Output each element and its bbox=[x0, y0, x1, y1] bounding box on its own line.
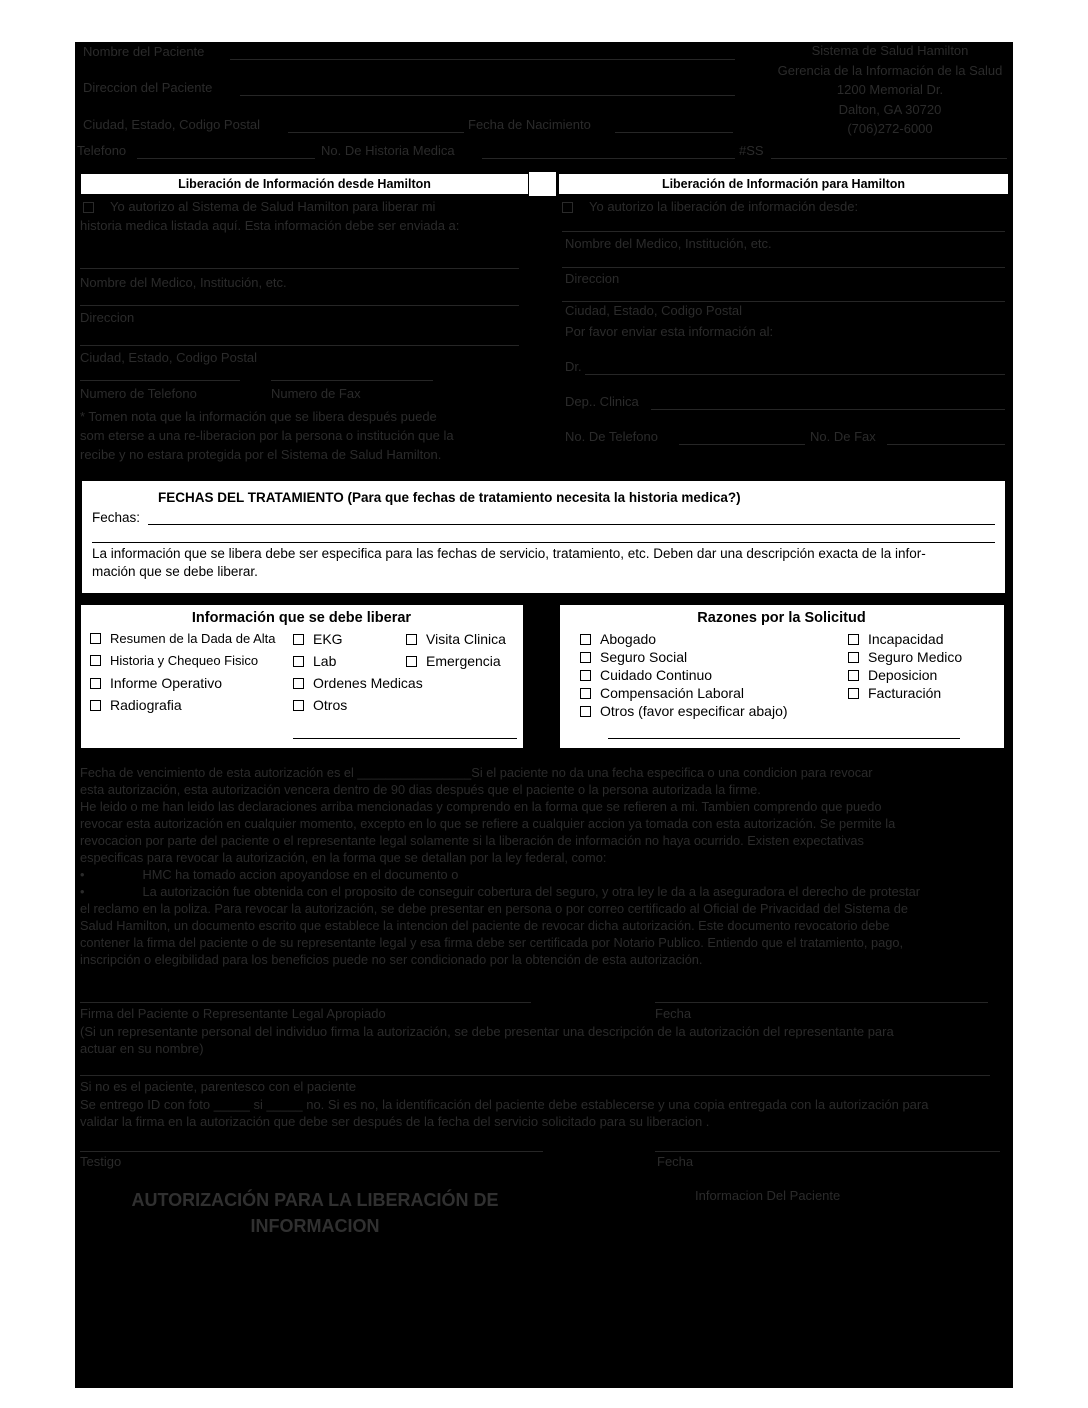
release-to-fax-label: No. De Fax bbox=[810, 429, 876, 444]
reason-billing[interactable]: Facturación bbox=[848, 685, 941, 701]
witness-label: Testigo bbox=[80, 1154, 122, 1169]
info-release-box bbox=[80, 604, 524, 749]
release-to-dept-label: Dep.. Clinica bbox=[565, 394, 639, 409]
signature-date-field[interactable] bbox=[655, 1002, 988, 1003]
patient-info-label: Informacion Del Paciente bbox=[695, 1188, 841, 1203]
witness-date-label: Fecha bbox=[657, 1154, 694, 1169]
release-from-phone-label: Numero de Telefono bbox=[80, 386, 197, 401]
org-city: Dalton, GA 30720 bbox=[838, 101, 942, 117]
reason-other-field[interactable] bbox=[608, 738, 960, 739]
reason-disability[interactable]: Incapacidad bbox=[848, 631, 944, 647]
org-dept: Gerencia de la Información de la Salud bbox=[777, 62, 1003, 78]
reasons-title: Razones por la Solicitud bbox=[697, 610, 866, 626]
reason-lawyer[interactable]: Abogado bbox=[580, 631, 656, 647]
option-emergency[interactable]: Emergencia bbox=[406, 653, 501, 669]
photo-id-note: Se entrego ID con foto _____ si _____ no. Si es no, la identificación del paciente debe establecerse y una copia entregada con la autorización para validar la firma en la autorización que debe ser después de la fecha del servicio solicitado para su liberacion . bbox=[80, 1097, 929, 1129]
release-to-fax-field[interactable] bbox=[887, 444, 1005, 445]
org-name: Sistema de Salud Hamilton bbox=[811, 43, 969, 58]
release-to-city-label: Ciudad, Estado, Codigo Postal bbox=[565, 303, 743, 318]
release-to-dr-field[interactable] bbox=[585, 374, 1005, 375]
treatment-dates-field[interactable] bbox=[148, 524, 995, 525]
dob-field[interactable] bbox=[615, 132, 733, 133]
reason-workers-comp[interactable]: Compensación Laboral bbox=[580, 685, 744, 701]
org-phone: (706)272-6000 bbox=[847, 121, 933, 136]
signature-field[interactable] bbox=[80, 1002, 531, 1003]
patient-city-label: Ciudad, Estado, Codigo Postal bbox=[83, 117, 261, 132]
info-release-title: Información que se debe liberar bbox=[191, 610, 412, 626]
release-from-address-field[interactable] bbox=[80, 305, 519, 306]
release-to-doctor-label: Nombre del Medico, Institución, etc. bbox=[565, 236, 772, 251]
release-from-authorize: Yo autorizo al Sistema de Salud Hamilton para liberar mi bbox=[83, 199, 435, 214]
reason-continuing-care[interactable]: Cuidado Continuo bbox=[580, 667, 712, 683]
release-to-address-label: Direccion bbox=[565, 271, 620, 286]
option-radiography[interactable]: Radiografia bbox=[90, 697, 182, 713]
patient-name-label: Nombre del Paciente bbox=[83, 44, 205, 59]
option-clinic-visit[interactable]: Visita Clinica bbox=[406, 631, 506, 647]
record-label: No. De Historia Medica bbox=[321, 143, 455, 158]
reasons-box bbox=[559, 604, 1005, 749]
option-lab[interactable]: Lab bbox=[293, 653, 336, 669]
treatment-description: La información que se libera debe ser especifica para las fechas de servicio, tratamiento, etc. Deben dar una descripción exacta de la infor- mación que se debe liberar. bbox=[92, 546, 926, 579]
release-from-checkbox[interactable] bbox=[83, 202, 94, 213]
witness-date-field[interactable] bbox=[655, 1151, 1000, 1152]
release-from-fax-field[interactable] bbox=[271, 380, 433, 381]
treatment-dates-box bbox=[80, 479, 1007, 595]
release-to-checkbox[interactable] bbox=[562, 202, 573, 213]
release-to-city-field[interactable] bbox=[562, 301, 1005, 302]
release-to-address-field[interactable] bbox=[562, 267, 1005, 268]
patient-name-field[interactable] bbox=[230, 59, 735, 60]
relationship-label: Si no es el paciente, parentesco con el paciente bbox=[80, 1079, 357, 1094]
dob-label: Fecha de Nacimiento bbox=[468, 117, 591, 132]
option-medical-orders[interactable]: Ordenes Medicas bbox=[293, 675, 423, 691]
reason-other[interactable]: Otros (favor especificar abajo) bbox=[580, 703, 788, 719]
phone-label: Telefono bbox=[77, 143, 127, 158]
form-title: AUTORIZACIÓN PARA LA LIBERACIÓN DE INFORMACION bbox=[131, 1190, 499, 1236]
authorization-form bbox=[75, 42, 1013, 1388]
option-ekg[interactable]: EKG bbox=[293, 631, 343, 647]
release-to-source-field[interactable] bbox=[562, 231, 1005, 232]
relationship-field[interactable] bbox=[80, 1075, 990, 1076]
release-to-authorize: Yo autorizo la liberación de información desde: bbox=[562, 199, 858, 214]
witness-field[interactable] bbox=[80, 1151, 543, 1152]
option-discharge-summary[interactable]: Resumen de la Dada de Alta bbox=[90, 631, 276, 646]
option-history-physical[interactable]: Historia y Chequeo Fisico bbox=[90, 653, 258, 668]
treatment-title: FECHAS DEL TRATAMIENTO (Para que fechas de tratamiento necesita la historia medica?) bbox=[158, 490, 741, 505]
release-from-note: * Tomen nota que la información que se libera después puede som eterse a una re-liberacion por la persona o institución que la recibe y no estara protegida por el Sistema de Salud Hamilton. bbox=[80, 409, 454, 462]
release-from-address-label: Direccion bbox=[80, 310, 135, 325]
option-other[interactable]: Otros bbox=[293, 697, 347, 713]
release-to-dr-label: Dr. bbox=[565, 359, 582, 374]
release-from-phone-field[interactable] bbox=[80, 380, 240, 381]
release-to-dept-field[interactable] bbox=[651, 409, 1005, 410]
option-operative-report[interactable]: Informe Operativo bbox=[90, 675, 222, 691]
release-from-city-label: Ciudad, Estado, Codigo Postal bbox=[80, 350, 258, 365]
legal-text: Fecha de vencimiento de esta autorización es el ________________Si el paciente no da una fecha especifica o una condicion para revocar esta autorización, esta autorización vencera dentro de 90 dias después que el paciente o la persona autorizada la firme. He leido o me han leido las declaraciones arriba mencionadas y comprendo en la forma que se refieren a mi. Tambien comprendo que puedo revocar esta autorización en cualquier momento, excepto en lo que se refiere a cualquier accion ya tomada con esta autorización. Se permite la revocacion por parte del paciente o el representante legal solamente si la liberación de información no haya ocurrido. Existen expectativas especificas para revocar la autorización, en la forma que se detallan por la ley federal, como: • HMC ha tomado accion apoyandose en el documento o • La autorización fue obtenida con el proposito de conseguir cobertura del seguro, y otra ley le da a la aseguradora el derecho de protestar el reclamo en la poliza. Para revocar la autorización, se debe presentar en persona o por correo certificado al Oficial de Privacidad del Sistema de Salud Hamilton, un documento escrito que establece la intencion del paciente de revocar dicha autorización. Este documento revocatorio debe contener la firma del paciente o de su representante legal y esa firma debe ser certificada por Notario Publico. Entiendo que el tratamiento, pago, inscripción o elegibilidad para los beneficios puede no ser condicionado por la obtención de esta autorización. bbox=[80, 765, 921, 967]
patient-address-field[interactable] bbox=[240, 95, 735, 96]
release-to-send-label: Por favor enviar esta información al: bbox=[565, 324, 774, 339]
signature-date-label: Fecha bbox=[655, 1006, 692, 1021]
release-to-phone-field[interactable] bbox=[679, 444, 805, 445]
release-to-phone-label: No. De Telefono bbox=[565, 429, 658, 444]
other-specify-field[interactable] bbox=[293, 738, 517, 739]
divider-box bbox=[529, 172, 556, 196]
ss-field[interactable] bbox=[771, 158, 1007, 159]
release-from-doctor-label: Nombre del Medico, Institución, etc. bbox=[80, 275, 287, 290]
treatment-dates-field-2[interactable] bbox=[92, 542, 995, 543]
release-from-authorize-2: historia medica listada aquí. Esta información debe ser enviada a: bbox=[80, 218, 460, 233]
patient-address-label: Direccion del Paciente bbox=[83, 80, 213, 95]
patient-city-field[interactable] bbox=[288, 132, 464, 133]
treatment-dates-label: Fechas: bbox=[92, 510, 141, 525]
reason-deposition[interactable]: Deposicion bbox=[848, 667, 937, 683]
org-address-block bbox=[755, 41, 1025, 139]
ss-label: #SS bbox=[739, 143, 764, 158]
signature-label: Firma del Paciente o Representante Legal Apropiado bbox=[80, 1006, 386, 1021]
reason-medical-insurance[interactable]: Seguro Medico bbox=[848, 649, 962, 665]
org-street: 1200 Memorial Dr. bbox=[836, 82, 944, 97]
release-from-fax-label: Numero de Fax bbox=[271, 386, 361, 401]
phone-field[interactable] bbox=[137, 158, 315, 159]
release-from-recipient-field[interactable] bbox=[80, 268, 519, 269]
release-to-header: Liberación de Información para Hamilton bbox=[558, 173, 1009, 195]
record-field[interactable] bbox=[482, 158, 735, 159]
release-from-header: Liberación de Información desde Hamilton bbox=[80, 173, 529, 195]
release-from-city-field[interactable] bbox=[80, 345, 519, 346]
reason-social-security[interactable]: Seguro Social bbox=[580, 649, 687, 665]
representative-note: (Si un representante personal del individuo firma la autorización, se debe presentar una descripción de la autorización del representante para actuar en su nombre) bbox=[80, 1024, 894, 1056]
